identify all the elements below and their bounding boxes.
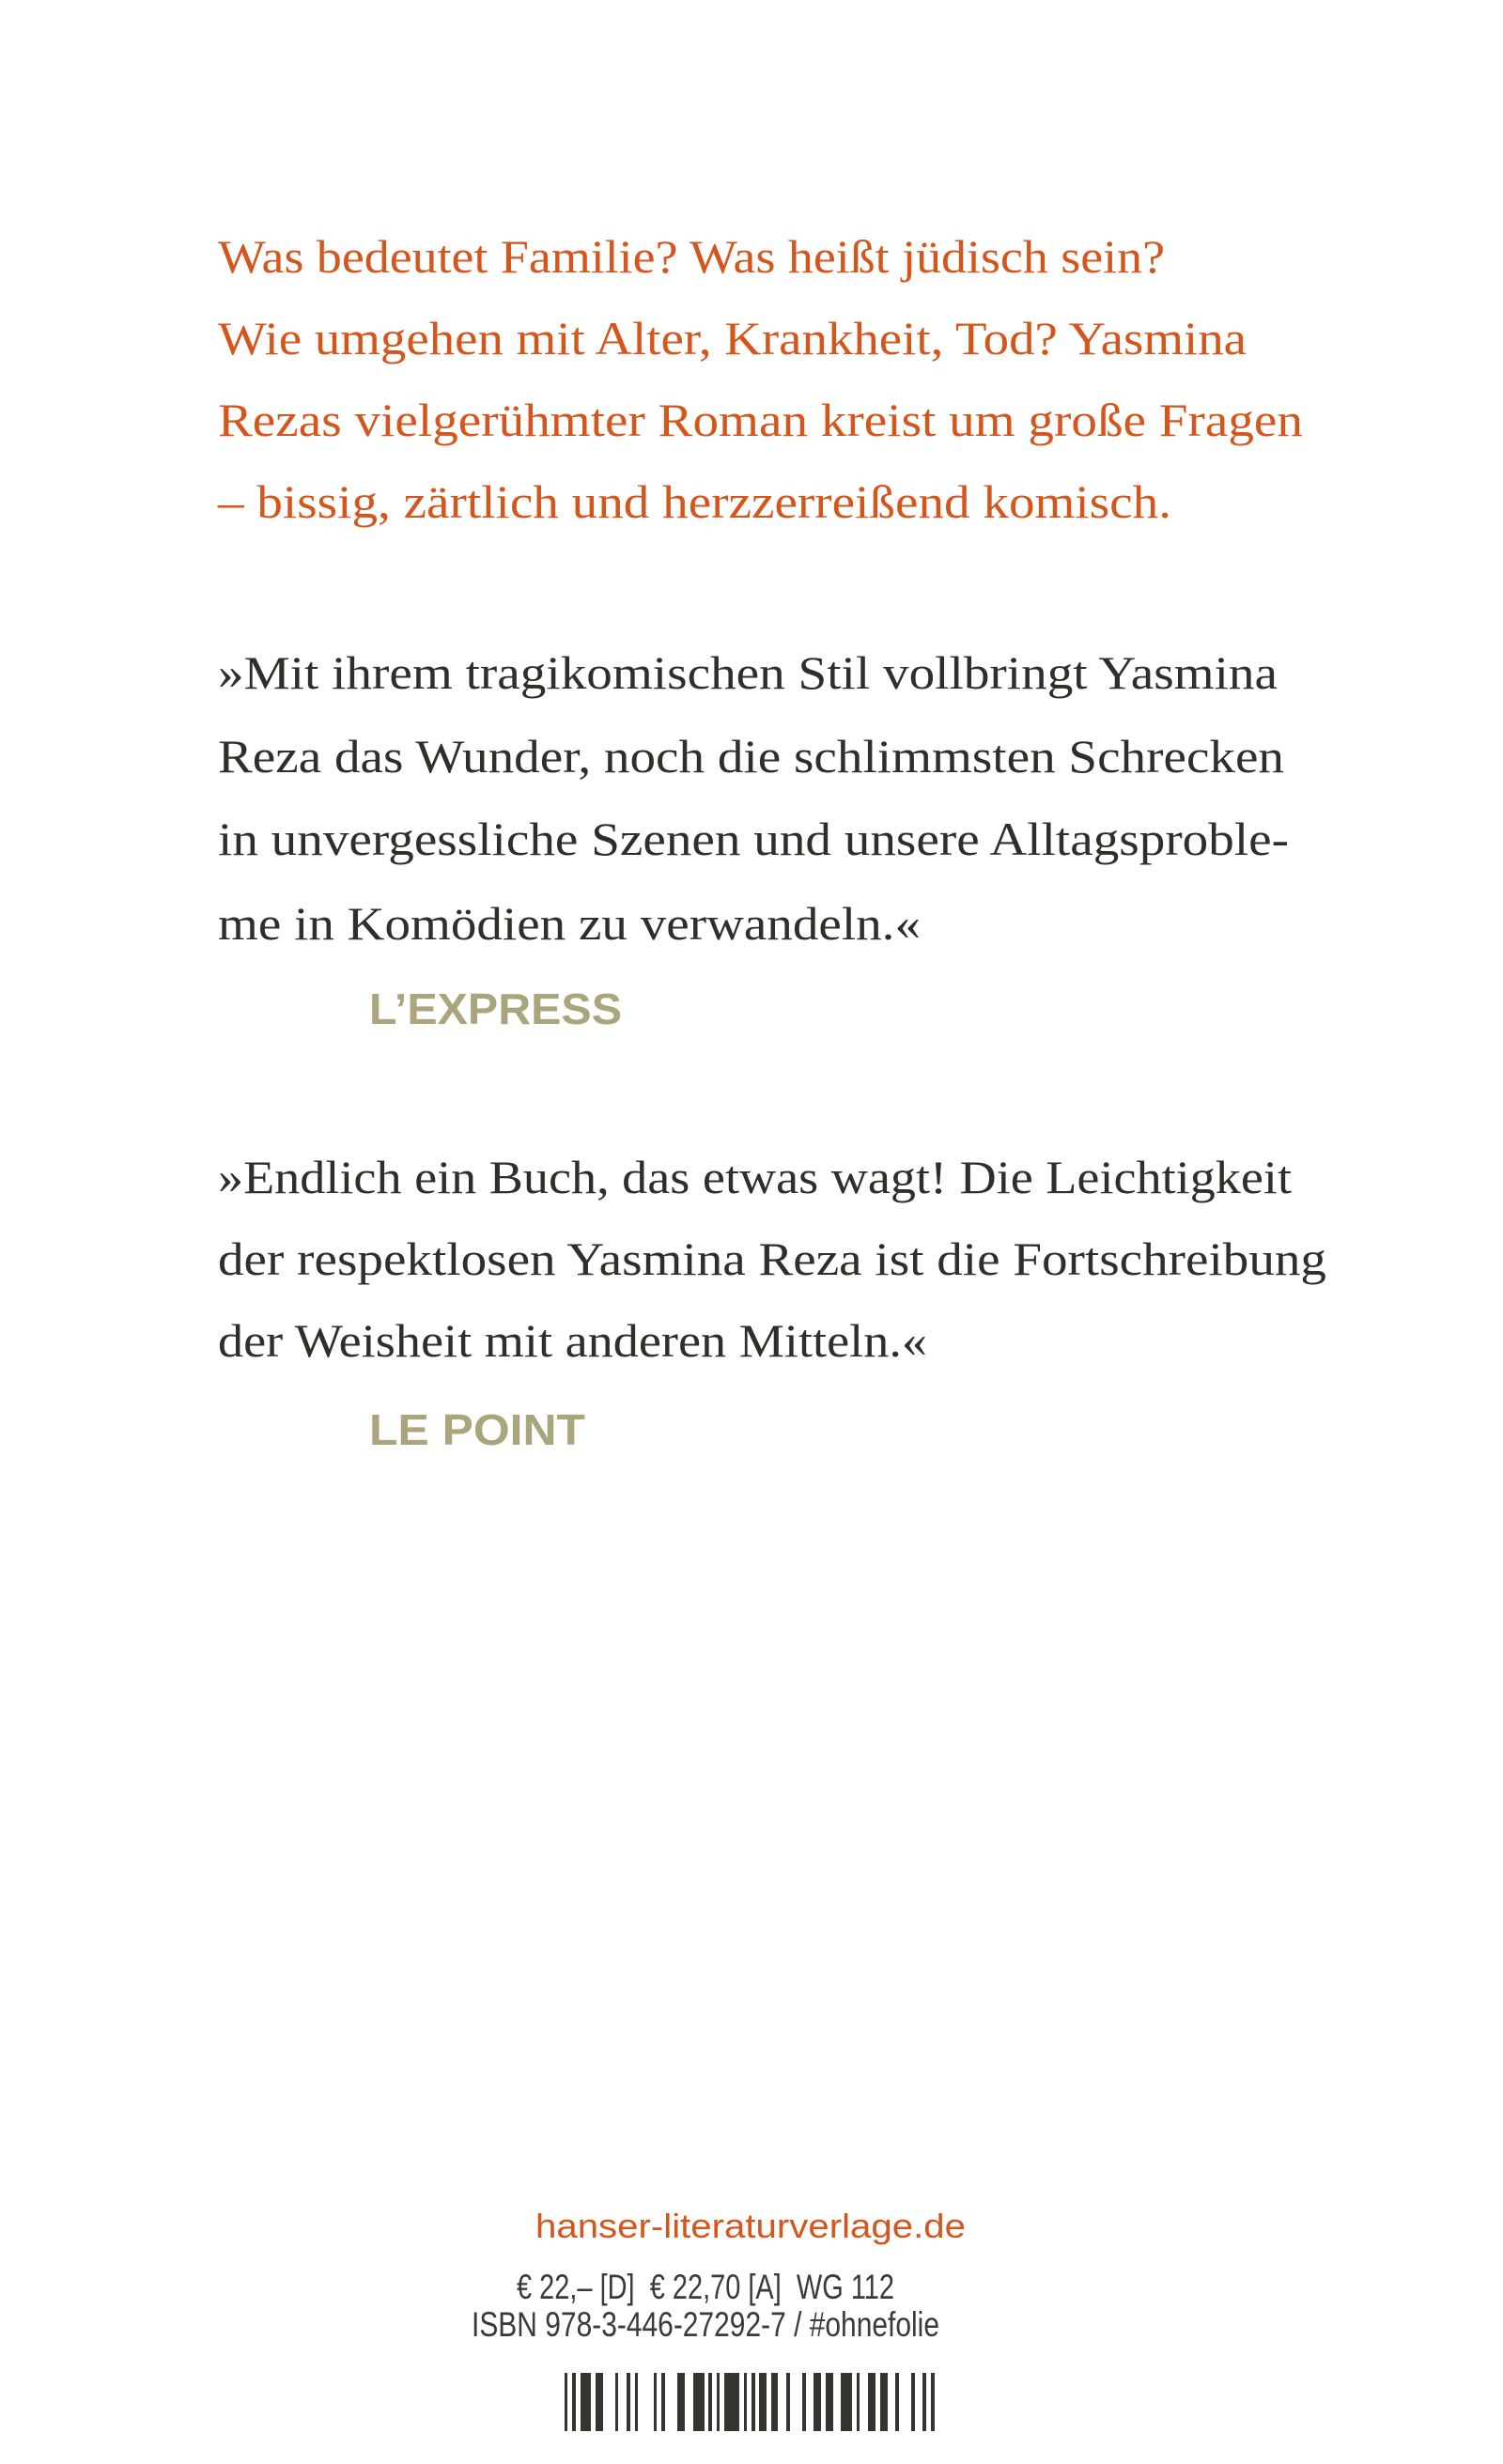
quote-line: der respektlosen Yasmina Reza ist die Fortschreibung (218, 1232, 1326, 1285)
review-source: L’EXPRESS (369, 984, 622, 1033)
quote-line: der Weisheit mit anderen Mitteln.« (218, 1314, 927, 1367)
blurb-line: Rezas vielgerühmter Roman kreist um große Fragen (218, 394, 1303, 446)
quote-line: »Mit ihrem tragikomischen Stil vollbringt Yasmina (218, 646, 1278, 699)
price-line: € 22,– [D] € 22,70 [A] WG 112 (517, 2268, 894, 2306)
quote-line: in unvergessliche Szenen und unsere Alltagsproble- (218, 813, 1289, 865)
quote-line: Reza das Wunder, noch die schlimmsten Schrecken (218, 730, 1284, 783)
publisher-website[interactable]: hanser-literaturverlage.de (535, 2207, 966, 2245)
blurb-line: Wie umgehen mit Alter, Krankheit, Tod? Yasmina (218, 312, 1247, 364)
isbn-line: ISBN 978-3-446-27292-7 / #ohnefolie (472, 2305, 939, 2344)
blurb-line: – bissig, zärtlich und herzzerreißend komisch. (216, 475, 1171, 528)
quote-line: »Endlich ein Buch, das etwas wagt! Die Leichtigkeit (218, 1151, 1293, 1203)
review-source: LE POINT (369, 1405, 585, 1454)
blurb-line: Was bedeutet Familie? Was heißt jüdisch sein? (218, 230, 1165, 283)
quote-line: me in Komödien zu verwandeln.« (218, 897, 921, 950)
